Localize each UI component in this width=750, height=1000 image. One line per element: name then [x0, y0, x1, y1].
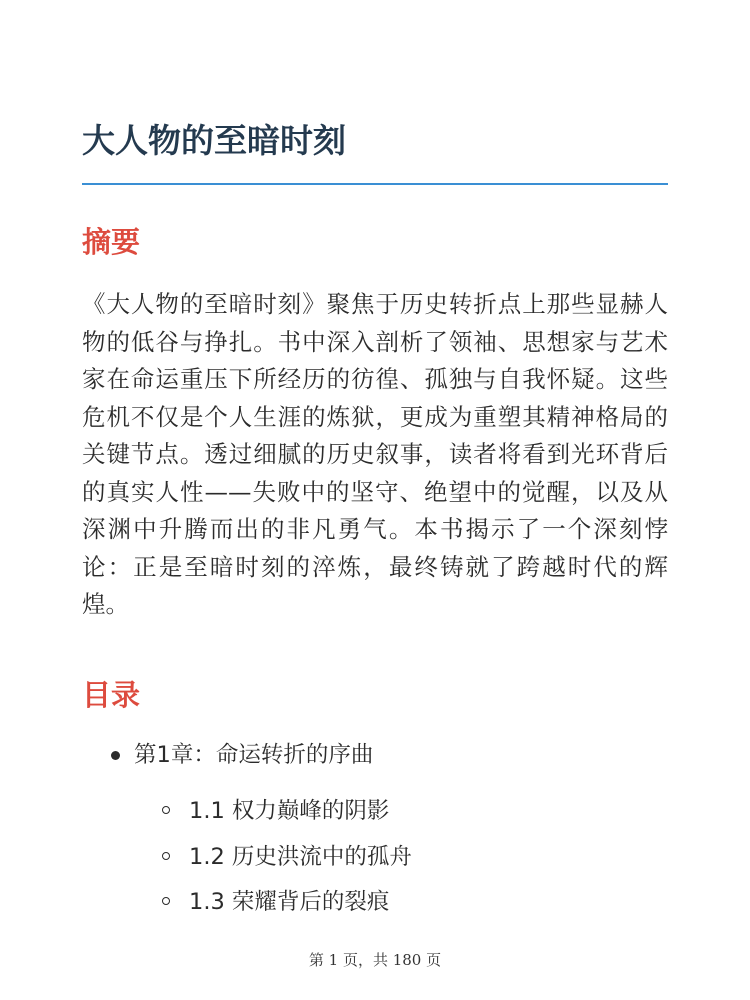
bullet-disc-icon [111, 751, 120, 760]
bullet-circle-icon [162, 897, 170, 905]
toc-section-label: 1.2 历史洪流中的孤舟 [189, 844, 412, 870]
toc-section-label: 1.3 荣耀背后的裂痕 [189, 889, 390, 915]
bullet-circle-icon [162, 806, 170, 814]
page-title: 大人物的至暗时刻 [82, 121, 346, 160]
abstract-heading: 摘要 [82, 225, 141, 259]
title-divider [82, 183, 668, 185]
toc-heading: 目录 [82, 678, 141, 712]
toc-section-label: 1.1 权力巅峰的阴影 [189, 798, 390, 824]
toc-chapter-label: 第1章：命运转折的序曲 [134, 742, 374, 768]
abstract-paragraph: 《大人物的至暗时刻》聚焦于历史转折点上那些显赫人物的低谷与挣扎。书中深入剖析了领袖、思想家与艺术家在命运重压下所经历的彷徨、孤独与自我怀疑。这些危机不仅是个人生涯的炼狱，更成为重塑其精神格局的关键节点。透过细腻的历史叙事，读者将看到光环背后的真实人性——失败中的坚守、绝望中的觉醒，以及从深渊中升腾而出的非凡勇气。本书揭示了一个深刻悖论：正是至暗时刻的淬炼，最终铸就了跨越时代的辉煌。 [82, 290, 668, 618]
page-footer: 第 1 页，共 180 页 [308, 951, 442, 969]
bullet-circle-icon [162, 852, 170, 860]
